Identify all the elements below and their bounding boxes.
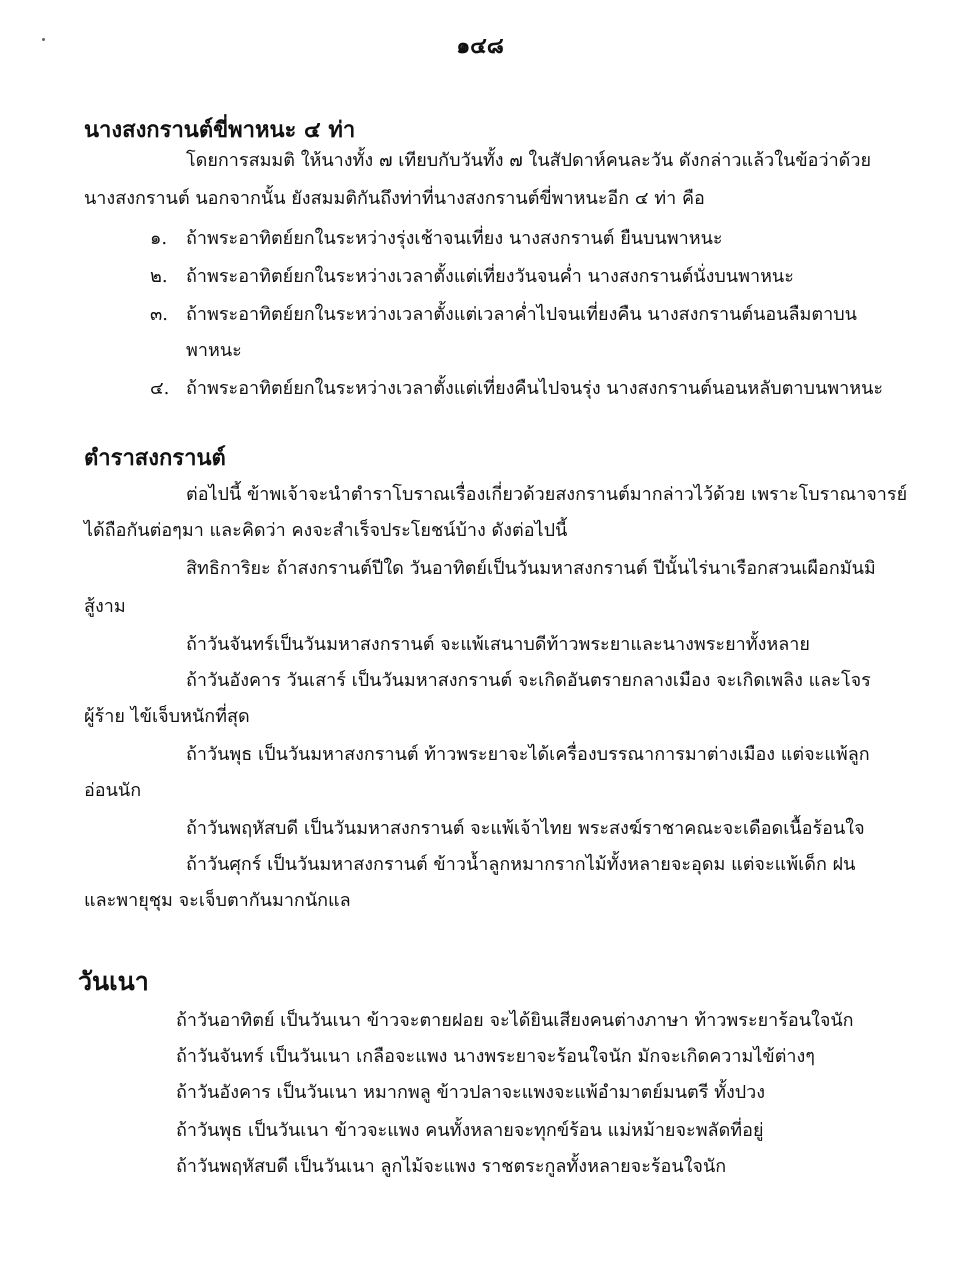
paragraph-line: ถ้าวันศุกร์ เป็นวันมหาสงกรานต์ ข้าวน้ำลูกหมากรากไม้ทั้งหลายจะอุดม แต่จะแพ้เด็ก ฝน [186,854,856,875]
list-item-text: ถ้าพระอาทิตย์ยกในระหว่างเวลาตั้งแต่เที่ยงวันจนค่ำ นางสงกรานต์นั่งบนพาหนะ [186,266,794,287]
paragraph-line: ถ้าวันพุธ เป็นวันเนา ข้าวจะแพง คนทั้งหลายจะทุกข์ร้อน แม่หม้ายจะพลัดที่อยู่ [176,1120,764,1141]
page-number: ๑๔๘ [456,33,504,59]
paragraph-line: ถ้าวันอังคาร เป็นวันเนา หมากพลู ข้าวปลาจะแพงจะแพ้อำมาตย์มนตรี ทั้งปวง [176,1082,766,1103]
list-number: ๓. [150,304,169,325]
paragraph-line: อ่อนนัก [84,780,142,801]
paragraph-line: ถ้าวันจันทร์เป็นวันมหาสงกรานต์ จะแพ้เสนาบดีท้าวพระยาและนางพระยาทั้งหลาย [186,634,810,655]
paragraph-line: ถ้าวันอังคาร วันเสาร์ เป็นวันมหาสงกรานต์ จะเกิดอันตรายกลางเมือง จะเกิดเพลิง และโจร [186,670,871,691]
list-item-continuation: พาหนะ [186,340,242,361]
section-heading-sangkran-texts: ตำราสงกรานต์ [84,445,226,471]
paragraph-line: และพายุชุม จะเจ็บตากันมากนักแล [84,890,351,911]
paragraph-line: ถ้าวันอาทิตย์ เป็นวันเนา ข้าวจะตายฝอย จะได้ยินเสียงคนต่างภาษา ท้าวพระยาร้อนใจนัก [176,1010,854,1031]
list-item-text: ถ้าพระอาทิตย์ยกในระหว่างเวลาตั้งแต่เวลาค่ำไปจนเที่ยงคืน นางสงกรานต์นอนลืมตาบน [186,304,857,325]
paragraph-line: ได้ถือกันต่อๆมา และคิดว่า คงจะสำเร็จประโยชน์บ้าง ดังต่อไปนี้ [84,520,568,541]
paragraph-line: ถ้าวันจันทร์ เป็นวันเนา เกลือจะแพง นางพระยาจะร้อนใจนัก มักจะเกิดความไข้ต่างๆ [176,1046,815,1067]
paragraph-line: โดยการสมมติ ให้นางทั้ง ๗ เทียบกับวันทั้ง ๗ ในสัปดาห์คนละวัน ดังกล่าวแล้วในข้อว่าด้วย [186,150,872,171]
list-item-text: ถ้าพระอาทิตย์ยกในระหว่างรุ่งเช้าจนเที่ยง นางสงกรานต์ ยืนบนพาหนะ [186,228,723,249]
paragraph-line: สู้งาม [84,596,126,617]
section-heading-sangkran-vehicles: นางสงกรานต์ขี่พาหนะ ๔ ท่า [84,117,356,143]
paragraph-line: ต่อไปนี้ ข้าพเจ้าจะนำตำราโบราณเรื่องเกี่ยวด้วยสงกรานต์มากล่าวไว้ด้วย เพราะโบราณาจารย์ [186,484,908,505]
paragraph-line: ถ้าวันพุธ เป็นวันมหาสงกรานต์ ท้าวพระยาจะได้เครื่องบรรณาการมาต่างเมือง แต่จะแพ้ลูก [186,744,870,765]
list-number: ๔. [150,378,170,399]
paragraph-line: ถ้าวันพฤหัสบดี เป็นวันมหาสงกรานต์ จะแพ้เจ้าไทย พระสงฆ์ราชาคณะจะเดือดเนื้อร้อนใจ [186,818,865,839]
section-heading-wan-nao: วันเนา [78,967,149,996]
paragraph-line: สิทธิการิยะ ถ้าสงกรานต์ปีใด วันอาทิตย์เป็นวันมหาสงกรานต์ ปีนั้นไร่นาเรือกสวนเผือกมันมิ [186,558,876,579]
paragraph-line: นางสงกรานต์ นอกจากนั้น ยังสมมติกันถึงท่าที่นางสงกรานต์ขี่พาหนะอีก ๔ ท่า คือ [84,188,705,209]
list-number: ๑. [150,228,168,249]
paragraph-line: ถ้าวันพฤหัสบดี เป็นวันเนา ลูกไม้จะแพง ราชตระกูลทั้งหลายจะร้อนใจนัก [176,1156,727,1177]
list-item-text: ถ้าพระอาทิตย์ยกในระหว่างเวลาตั้งแต่เที่ยงคืนไปจนรุ่ง นางสงกรานต์นอนหลับตาบนพาหนะ [186,378,884,399]
list-number: ๒. [150,266,168,287]
paragraph-line: ผู้ร้าย ไข้เจ็บหนักที่สุด [84,706,250,727]
